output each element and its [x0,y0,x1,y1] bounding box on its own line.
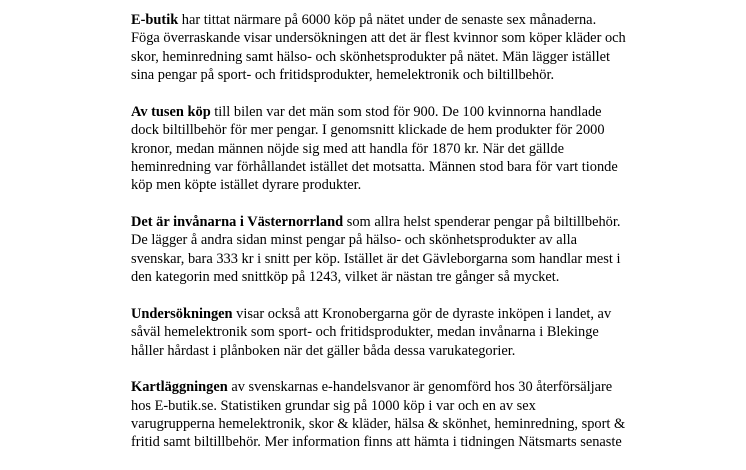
paragraph-kartlaggningen [131,378,651,452]
paragraph-line: Föga överraskande visar undersökningen att det är flest kvinnor som köper kläder och [131,30,626,47]
paragraph-line: heminredning var förhållandet istället det motsatta. Männen stod bara för vart tionde [131,159,618,176]
paragraph-vasternorrland [131,213,651,287]
paragraph-line: sina pengar på sport- och fritidsprodukter, hemelektronik och biltillbehör. [131,67,555,84]
paragraph-undersokningen [131,305,651,360]
paragraph-line: som allra helst spenderar pengar på biltillbehör. [343,214,621,231]
paragraph-line: håller hårdast i plånboken när det gäller båda dessa varukategorier. [131,342,516,359]
paragraph-line: den kategorin med snittköp på 1243, vilket är nästan tre gånger så mycket. [131,269,560,286]
paragraph-line: såväl hemelektronik som sport- och fritidsprodukter, medan invånarna i Blekinge [131,324,599,341]
paragraph-tusen-kop [131,103,651,195]
paragraph-line: skor, heminredning samt hälso- och skönhetsprodukter på nätet. Män lägger istället [131,48,610,65]
document-body [131,11,651,470]
paragraph-line: varugrupperna hemelektronik, skor & kläder, hälsa & skönhet, heminredning, sport & [131,416,626,433]
paragraph-line: köp men köpte istället dyrare produkter. [131,177,362,194]
paragraph-line: dock biltillbehör för mer pengar. I genomsnitt klickade de hem produkter för 2000 [131,122,605,139]
paragraph-ebutik [131,11,651,85]
lead-undersokningen: Undersökningen [131,305,233,322]
paragraph-line: hos E-butik.se. Statistiken grundar sig på 1000 köp i var och en av sex [131,397,536,414]
lead-ebutik: E-butik [131,12,179,28]
paragraph-line: kronor, medan männen nöjde sig med att handla för 1870 kr. När det gällde [131,140,565,157]
paragraph-line: av svenskarnas e-handelsvanor är genomförd hos 30 återförsäljare [227,379,613,396]
paragraph-line: har tittat närmare på 6000 köp på nätet under de senaste sex månaderna. [178,12,597,28]
paragraph-line: till bilen var det män som stod för 900. De 100 kvinnorna handlade [210,103,602,120]
lead-kartlaggningen: Kartläggningen [131,379,228,396]
paragraph-line: svenskar, bara 333 kr i snitt per köp. Istället är det Gävleborgarna som handlar mest i [131,250,621,267]
lead-vasternorrland: Det är invånarna i Västernorrland [131,214,344,231]
paragraph-line: visar också att Kronobergarna gör de dyraste inköpen i landet, av [232,305,612,322]
lead-tusen-kop: Av tusen köp [131,103,211,120]
paragraph-line: fritid samt biltillbehör. Mer information finns att hämta i tidningen Nätsmarts senaste [131,434,622,451]
paragraph-line: De lägger å andra sidan minst pengar på hälso- och skönhetsprodukter av alla [131,232,577,249]
